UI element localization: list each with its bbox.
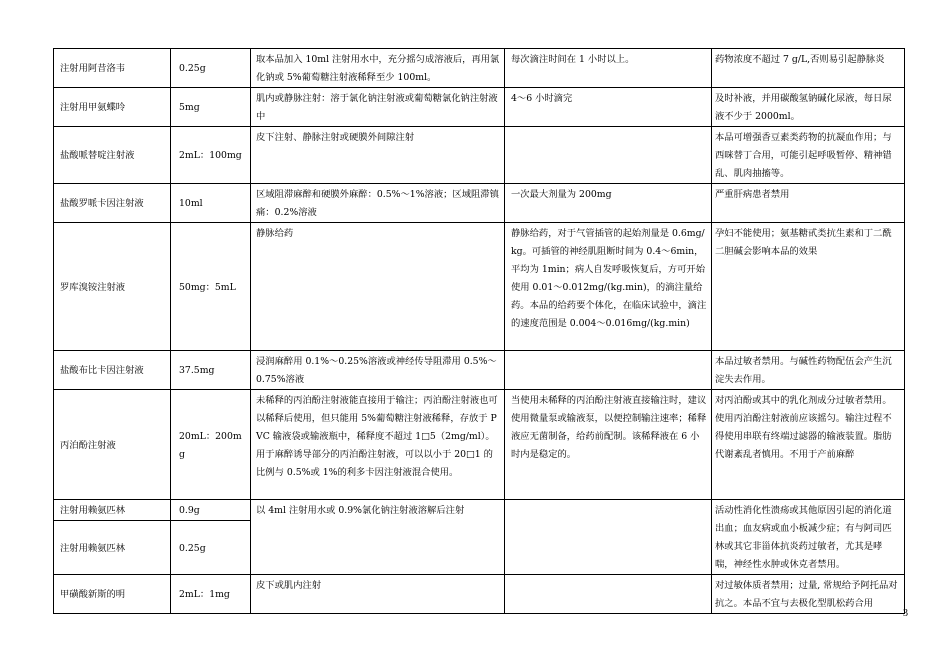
usage-cell: 浸润麻醉用 0.1%～0.25%溶液或神经传导阻滞用 0.5%～0.75%溶液 (251, 351, 505, 390)
note-cell: 本品可增强香豆素类药物的抗凝血作用；与西咪替丁合用，可能引起呼吸暂停、精神错乱、肌肉抽搐等。 (712, 127, 905, 184)
drug-name-cell: 盐酸罗哌卡因注射液 (54, 184, 171, 223)
table-row (54, 223, 905, 351)
usage-cell: 区域阻滞麻醉和硬膜外麻醉：0.5%～1%溶液；区域阻滞镇痛：0.2%溶液 (251, 184, 505, 223)
drug-name-cell: 注射用甲氨蝶呤 (54, 88, 171, 127)
spec-cell: 10ml (171, 184, 251, 223)
table-row (54, 49, 905, 88)
spec-cell: 2mL：1mg (171, 575, 251, 614)
usage-cell: 静脉给药 (251, 223, 505, 351)
drug-name-cell: 盐酸哌替啶注射液 (54, 127, 171, 184)
admin-cell: 一次最大剂量为 200mg (505, 184, 712, 223)
admin-cell: 当使用未稀释的丙泊酚注射液直接输注时，建议使用微量泵或输液泵，以便控制输注速率；稀释液应无菌制备，给药前配制。该稀释液在 6 小时内是稳定的。 (505, 390, 712, 500)
note-cell: 药物浓度不超过 7 g/L,否则易引起静脉炎 (712, 49, 905, 88)
note-cell: 及时补液，并用碳酸氢钠碱化尿液，每日尿液不少于 2000ml。 (712, 88, 905, 127)
drug-name-cell: 盐酸布比卡因注射液 (54, 351, 171, 390)
drug-name-cell: 注射用阿昔洛韦 (54, 49, 171, 88)
spec-cell: 2mL：100mg (171, 127, 251, 184)
admin-cell: 静脉给药，对于气管插管的起始剂量是 0.6mg/kg。可插管的神经肌阻断时间为 0.4～6min，平均为 1min；病人自发呼吸恢复后，方可开始使用 0.01～0.012mg/(kg.min)，的滴注量给药。本品的给药要个体化，在临床试验中，滴注的速度范围是 0.004～0.016mg/(kg.min) (505, 223, 712, 351)
spec-cell: 0.9g (171, 500, 251, 521)
spec-cell: 20mL：200mg (171, 390, 251, 500)
admin-cell (505, 575, 712, 614)
spec-cell: 5mg (171, 88, 251, 127)
drug-table (53, 48, 905, 614)
drug-name-cell: 丙泊酚注射液 (54, 390, 171, 500)
table-row (54, 575, 905, 614)
usage-cell: 以 4ml 注射用水或 0.9%氯化钠注射液溶解后注射 (251, 500, 505, 575)
note-cell: 本品过敏者禁用。与碱性药物配伍会产生沉淀失去作用。 (712, 351, 905, 390)
note-cell: 活动性消化性溃疡或其他原因引起的消化道出血；血友病或血小板减少症；有与阿司匹林或其它非甾体抗炎药过敏者，尤其是哮喘，神经性水肿或休克者禁用。 (712, 500, 905, 575)
spec-cell: 0.25g (171, 49, 251, 88)
spec-cell: 50mg：5mL (171, 223, 251, 351)
admin-cell (505, 351, 712, 390)
table-row (54, 390, 905, 500)
usage-cell: 皮下或肌内注射 (251, 575, 505, 614)
note-cell: 严重肝病患者禁用 (712, 184, 905, 223)
table-row (54, 127, 905, 184)
admin-cell: 4～6 小时滴完 (505, 88, 712, 127)
drug-name-cell: 注射用赖氨匹林 (54, 500, 171, 521)
usage-cell: 皮下注射、静脉注射或硬膜外间隙注射 (251, 127, 505, 184)
usage-cell: 取本品加入 10ml 注射用水中，充分摇匀成溶液后，再用氯化钠或 5%葡萄糖注射液稀释至少 100ml。 (251, 49, 505, 88)
table-row (54, 351, 905, 390)
note-cell: 对过敏体质者禁用；过量, 常规给予阿托品对抗之。本品不宜与去极化型肌松药合用 (712, 575, 905, 614)
table-row (54, 500, 905, 521)
usage-cell: 未稀释的丙泊酚注射液能直接用于输注；丙泊酚注射液也可以稀释后使用，但只能用 5%葡萄糖注射液稀释，存放于 PVC 输液袋或输液瓶中，稀释度不超过 1□5（2mg/ml）。用于麻醉诱导部分的丙泊酚注射液，可以以小于 20□1 的比例与 0.5%或 1%的利多卡因注射液混合使用。 (251, 390, 505, 500)
usage-cell: 肌内或静脉注射：溶于氯化钠注射液或葡萄糖氯化钠注射液中 (251, 88, 505, 127)
table-row (54, 184, 905, 223)
note-cell: 孕妇不能使用；氨基糖甙类抗生素和丁二酰二胆碱会影响本品的效果 (712, 223, 905, 351)
drug-name-cell: 甲磺酸新斯的明 (54, 575, 171, 614)
drug-name-cell: 注射用赖氨匹林 (54, 521, 171, 575)
drug-name-cell: 罗库溴铵注射液 (54, 223, 171, 351)
spec-cell: 0.25g (171, 521, 251, 575)
admin-cell: 每次滴注时间在 1 小时以上。 (505, 49, 712, 88)
note-cell: 对丙泊酚或其中的乳化剂成分过敏者禁用。使用丙泊酚注射液前应该摇匀。输注过程不得使用串联有终端过滤器的输液装置。脂肪代谢紊乱者慎用。不用于产前麻醉 (712, 390, 905, 500)
admin-cell (505, 500, 712, 575)
spec-cell: 37.5mg (171, 351, 251, 390)
page-number: 3 (903, 608, 908, 619)
table-row (54, 88, 905, 127)
admin-cell (505, 127, 712, 184)
